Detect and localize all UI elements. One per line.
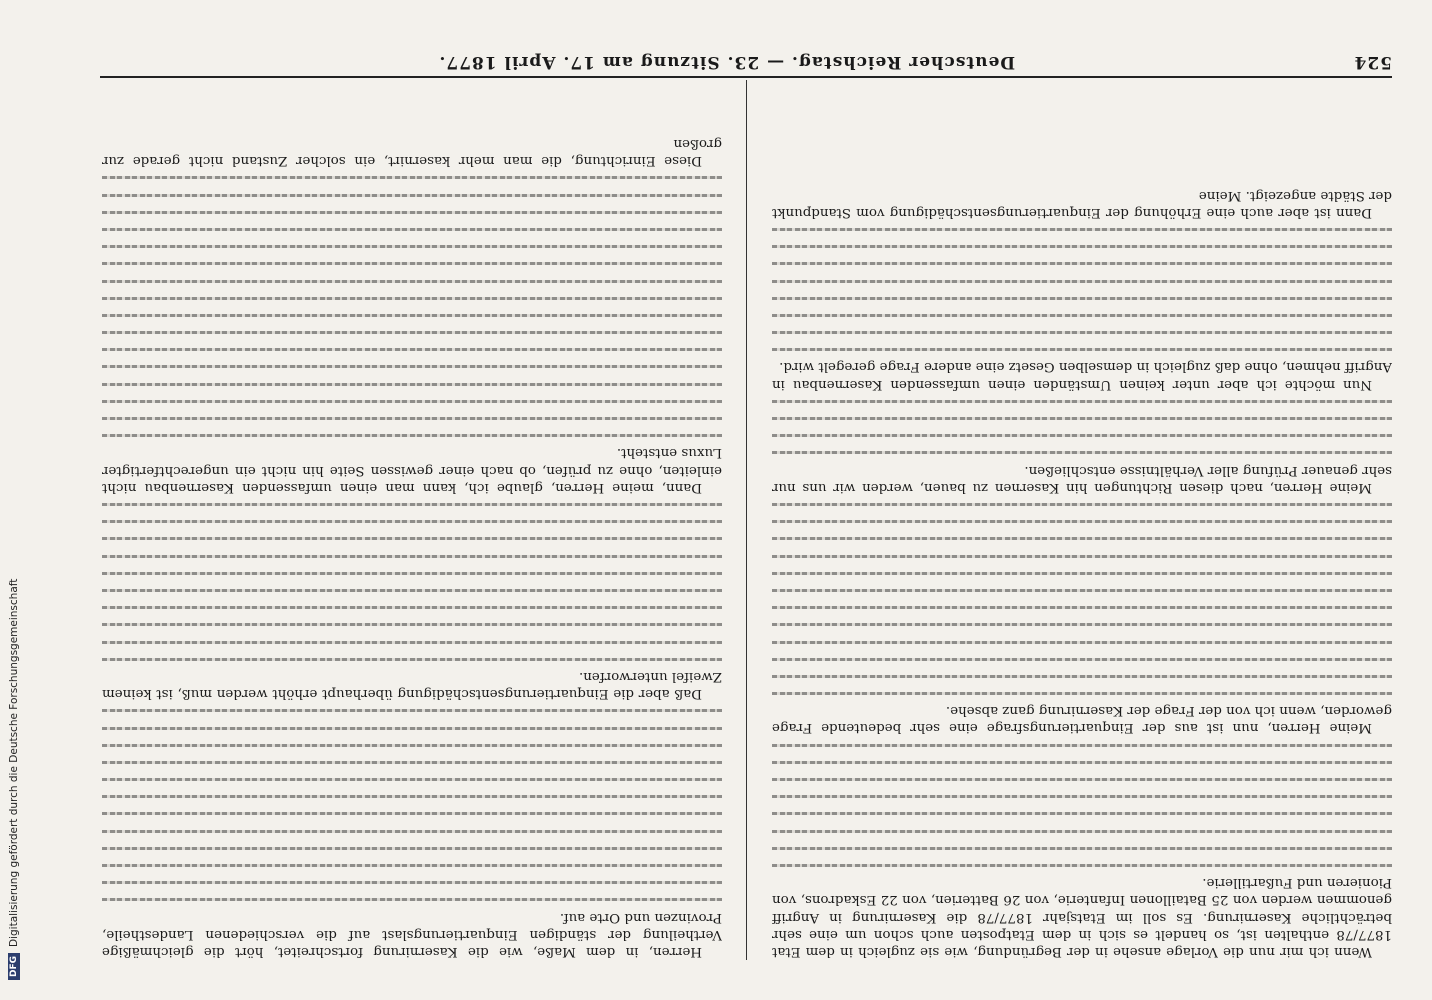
page-number: 524 — [1353, 52, 1392, 72]
paragraph: Daß aber die Einquartierungsentschädigung überhaupt erhöht werden muß, ist keinem Zweifel unterworfen. — [102, 668, 722, 702]
paragraph: Wenn ich mir nun die Vorlage ansehe in der Begründung, wie sie zugleich in dem Etat 1877/78 enthalten ist, so handelt es sich in dem Etatposten auch schon um eine sehr beträchtliche Kasernirung. Es soll im Etatsjahr 1877/78 die Kasernirung in Angriff genommen werden von 25 Bataillonen Infanterie, von 26 Batterien, von 22 Eskadrons, von Pionieren und Fußartillerie. — [772, 875, 1392, 959]
paragraph: Meine Herren, nun ist aus der Einquartierungsfrage eine sehr bedeutende Frage geworden, wenn ich von der Frage der Kasernirung ganz absehe. — [772, 703, 1392, 736]
paragraph: Dann ist aber auch eine Erhöhung der Einquartierungsentschädigung vom Standpunkt der Städte angezeigt. Meine — [772, 187, 1392, 220]
left-column — [772, 80, 1392, 960]
digitization-credit — [4, 20, 24, 980]
dfg-logo: DFG — [8, 953, 20, 980]
header-rule — [100, 76, 1392, 78]
paragraph: Herren, in dem Maße, wie die Kasernirung fortschreitet, hört die gleichmäßige Vertheilung der ständigen Einquartierungslast auf die verschiedenen Landestheile, Provinzen und Orte auf. — [102, 909, 722, 959]
paragraph: Diese Einrichtung, die man mehr kasernirt, ein solcher Zustand nicht gerade zur großen — [102, 136, 722, 169]
page-title: Deutscher Reichstag. — 23. Sitzung am 17. April 1877. — [438, 52, 1016, 72]
credit-text: Digitalisierung gefördert durch die Deutsche Forschungsgemeinschaft — [8, 578, 20, 947]
page-header — [100, 42, 1392, 72]
paragraph: Meine Herren, nach diesen Richtungen hin Kasernen zu bauen, werden wir uns nur sehr genauer Prüfung aller Verhältnisse entschließen. — [772, 462, 1392, 495]
column-divider — [746, 80, 747, 960]
scanned-page — [60, 0, 1432, 1000]
right-column — [102, 80, 722, 960]
paragraph: Dann, meine Herren, glaube ich, kann man einen umfassenden Kasernenbau nicht einleiten, ohne zu prüfen, ob nach einer gewissen Seite hin nicht ein ungerechtfertigter Luxus entsteht. — [102, 445, 722, 495]
paragraph: Nun möchte ich aber unter keinen Umständen einen umfassenden Kasernenbau in Angriff nehmen, ohne daß zugleich in demselben Gesetz eine andere Frage geregelt wird. — [772, 359, 1392, 392]
